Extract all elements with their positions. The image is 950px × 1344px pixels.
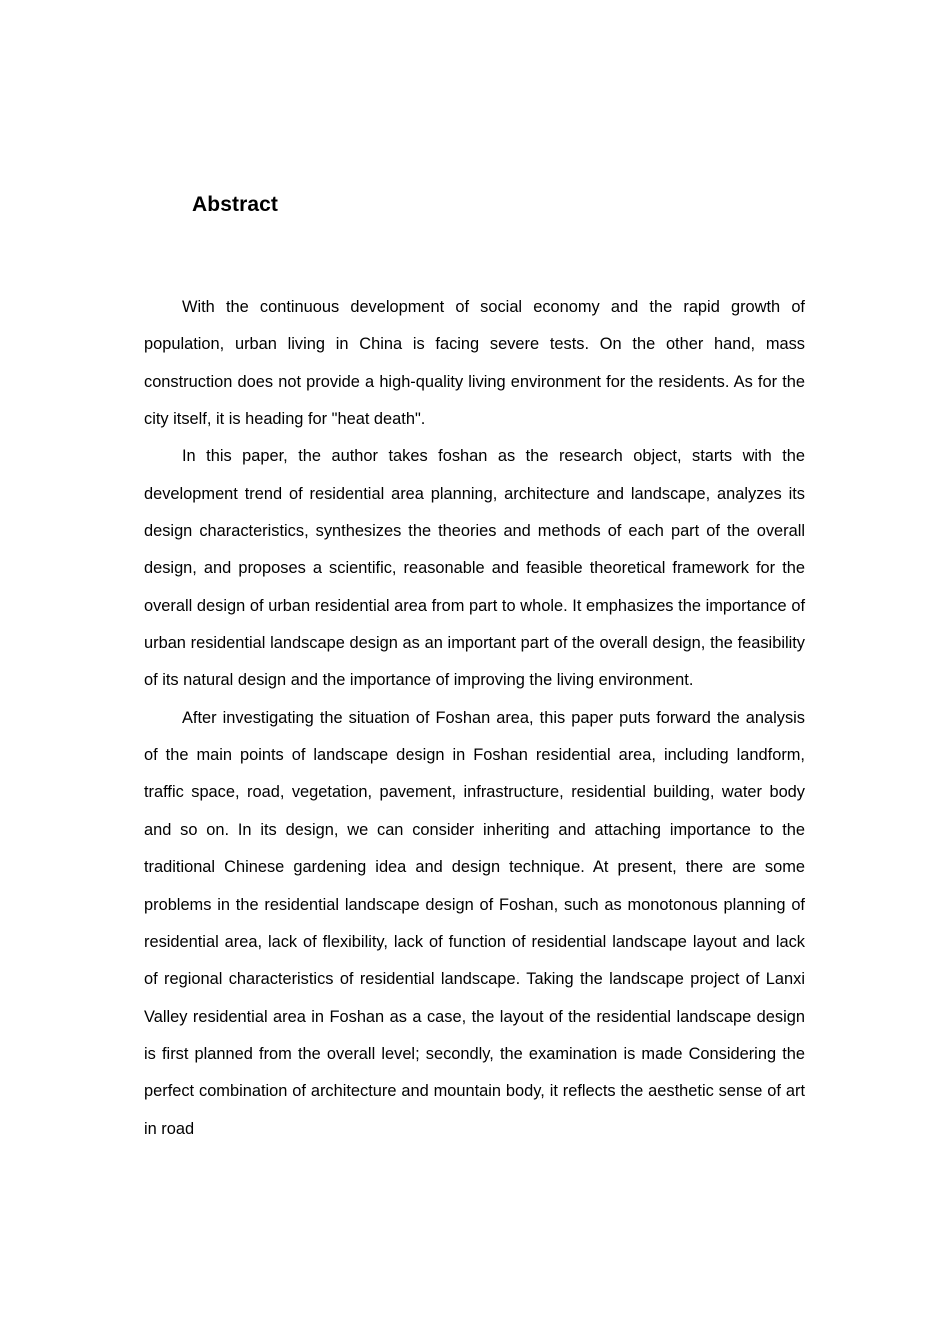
abstract-paragraph-3: After investigating the situation of Foshan area, this paper puts forward the analysis of the main points of landscape design in Foshan residential area, including landform, traffic space, road, vegetation, pavement, infrastructure, residential building, water body and so on. In its design, we can consider inheriting and attaching importance to the traditional Chinese gardening idea and design technique. At present, there are some problems in the residential landscape design of Foshan, such as monotonous planning of residential area, lack of flexibility, lack of function of residential landscape layout and lack of regional characteristics of residential landscape. Taking the landscape project of Lanxi Valley residential area in Foshan as a case, the layout of the residential landscape design is first planned from the overall level; secondly, the examination is made Considering the perfect combination of architecture and mountain body, it reflects the aesthetic sense of art in road: [144, 708, 805, 1138]
abstract-paragraph-2: In this paper, the author takes foshan as the research object, starts with the development trend of residential area planning, architecture and landscape, analyzes its design characteristics, synthesizes the theories and methods of each part of the overall design, and proposes a scientific, reasonable and feasible theoretical framework for the overall design of urban residential area from part to whole. It emphasizes the importance of urban residential landscape design as an important part of the overall design, the feasibility of its natural design and the importance of improving the living environment.: [144, 447, 805, 690]
abstract-heading: Abstract: [192, 193, 278, 216]
abstract-paragraph-1: With the continuous development of social economy and the rapid growth of population, urban living in China is facing severe tests. On the other hand, mass construction does not provide a high-quality living environment for the residents. As for the city itself, it is heading for "heat death".: [144, 298, 805, 429]
abstract-body: [144, 289, 805, 1148]
